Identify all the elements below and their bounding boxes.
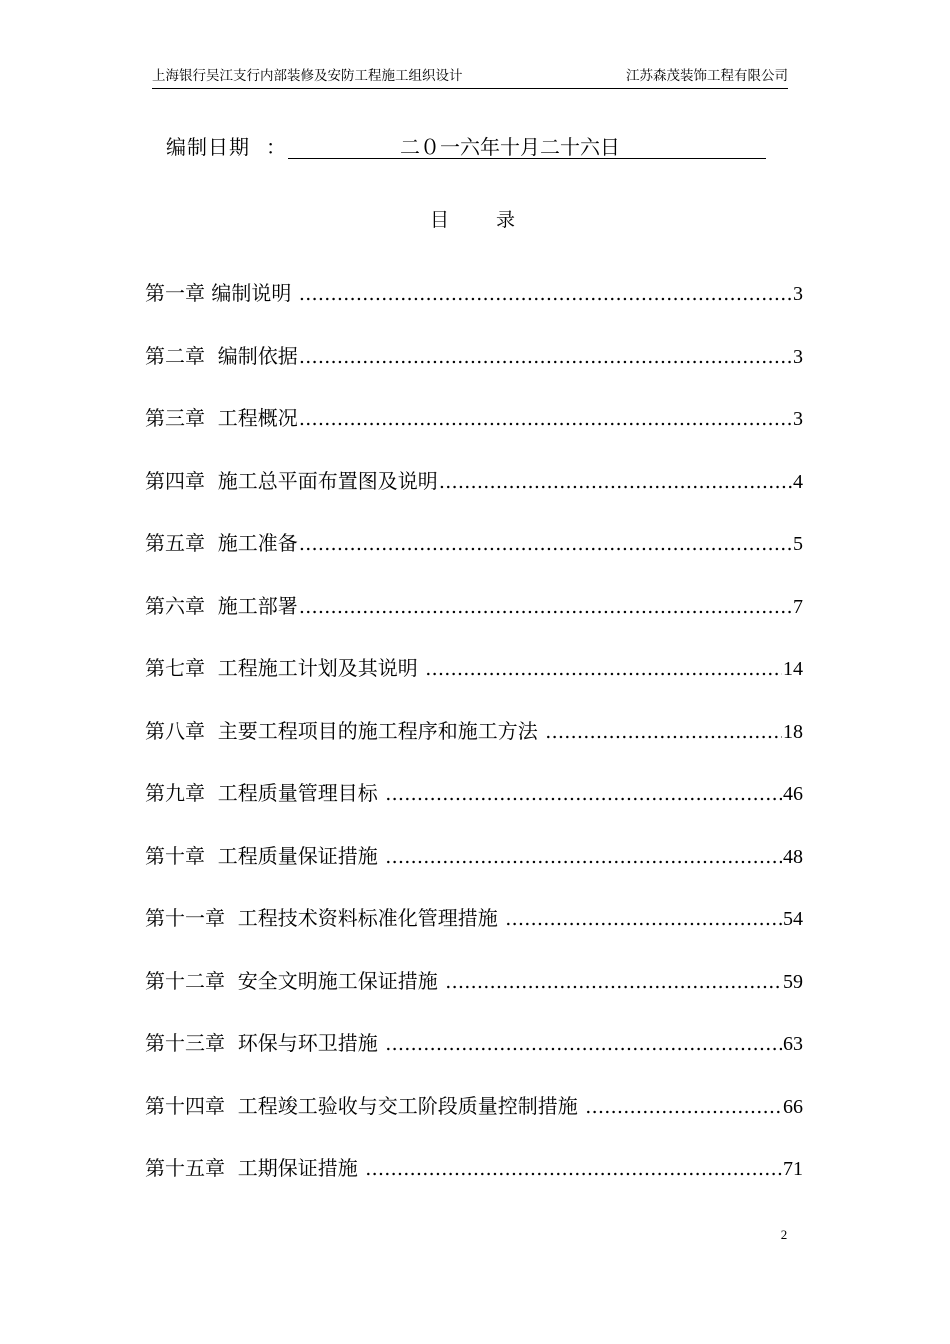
toc-gap [205, 841, 218, 871]
toc-page-number: 3 [793, 408, 803, 430]
compile-date-label: 编制日期 [166, 135, 250, 159]
toc-item[interactable] [145, 341, 805, 404]
toc-item[interactable] [145, 278, 805, 341]
toc-chapter-number: 第六章 [145, 593, 205, 618]
toc-title-char-1: 目 [430, 209, 450, 231]
toc-page-number: 59 [783, 970, 803, 993]
toc-chapter-number: 第十二章 [145, 968, 225, 993]
toc-chapter-number: 第十四章 [145, 1093, 225, 1118]
toc-gap [205, 716, 218, 746]
toc-leader-dots [299, 342, 792, 372]
header-company-name: 江苏森茂装饰工程有限公司 [626, 68, 788, 84]
toc-leader-dots [445, 967, 782, 997]
toc-chapter-name: 工期保证措施 [237, 1156, 365, 1180]
toc-page-number: 4 [793, 470, 803, 493]
toc-page-number: 71 [783, 1158, 803, 1180]
toc-chapter-name: 施工准备 [217, 531, 298, 555]
footer-page-number: 2 [780, 1227, 788, 1242]
toc-chapter-number: 第十一章 [145, 906, 225, 930]
compile-date-underline [288, 132, 766, 159]
toc-chapter-name: 编制依据 [217, 343, 298, 368]
toc-chapter-name: 安全文明施工保证措施 [237, 968, 445, 993]
toc-gap [205, 403, 218, 433]
toc-chapter-name: 工程技术资料标准化管理措施 [237, 906, 505, 930]
toc-gap [225, 1028, 238, 1058]
toc-item[interactable] [145, 841, 805, 904]
toc-gap [225, 966, 238, 996]
toc-gap [205, 466, 218, 496]
toc-leader-dots [299, 279, 792, 309]
toc-gap [205, 653, 218, 683]
toc-chapter-number: 第五章 [145, 531, 205, 555]
toc-item[interactable] [145, 716, 805, 779]
toc-chapter-number: 第十三章 [145, 1031, 225, 1055]
toc-chapter-name: 环保与环卫措施 [237, 1031, 385, 1055]
toc-chapter-number: 第四章 [145, 468, 205, 493]
toc-page-number: 66 [783, 1095, 803, 1118]
toc-item[interactable] [145, 528, 805, 591]
toc-page-number: 14 [783, 658, 803, 680]
toc-chapter-number: 第七章 [145, 656, 205, 680]
toc-page-number: 3 [793, 345, 803, 368]
toc-chapter-name: 施工部署 [217, 593, 298, 618]
toc-item[interactable] [145, 903, 805, 966]
toc-page-number: 5 [793, 533, 803, 555]
toc-chapter-name: 工程质量管理目标 [217, 781, 385, 805]
toc-chapter-number: 第二章 [145, 343, 205, 368]
toc-list [145, 278, 805, 1216]
toc-chapter-name: 工程施工计划及其说明 [217, 656, 425, 680]
toc-chapter-name: 工程竣工验收与交工阶段质量控制措施 [237, 1093, 585, 1118]
toc-gap [225, 1153, 238, 1183]
toc-leader-dots [385, 1029, 782, 1059]
toc-title-char-2: 录 [496, 209, 516, 231]
toc-chapter-number: 第三章 [145, 406, 205, 430]
toc-page-number: 46 [783, 783, 803, 805]
toc-leader-dots [299, 404, 792, 434]
toc-leader-dots [299, 592, 792, 622]
toc-item[interactable] [145, 653, 805, 716]
toc-leader-dots [585, 1092, 782, 1122]
header-document-title: 上海银行吴江支行内部装修及安防工程施工组织设计 [152, 68, 463, 84]
toc-gap [205, 591, 218, 621]
toc-page-number: 18 [783, 720, 803, 743]
toc-item[interactable] [145, 591, 805, 654]
toc-gap [225, 1091, 238, 1121]
toc-chapter-number: 第九章 [145, 781, 205, 805]
toc-page-number: 54 [783, 908, 803, 930]
toc-chapter-name: 施工总平面布置图及说明 [217, 468, 438, 493]
toc-item[interactable] [145, 778, 805, 841]
toc-chapter-name: 工程质量保证措施 [217, 843, 385, 868]
toc-chapter-number: 第八章 [145, 718, 205, 743]
toc-leader-dots [505, 904, 782, 934]
toc-chapter-number: 第一章 [145, 281, 205, 305]
toc-page-number: 3 [793, 283, 803, 305]
toc-page-number: 7 [793, 595, 803, 618]
toc-gap [205, 528, 218, 558]
toc-gap [205, 341, 218, 371]
toc-item[interactable] [145, 1028, 805, 1091]
toc-item[interactable] [145, 1153, 805, 1216]
toc-item[interactable] [145, 1091, 805, 1154]
toc-item[interactable] [145, 403, 805, 466]
toc-page-number: 63 [783, 1033, 803, 1055]
toc-leader-dots [299, 529, 792, 559]
toc-gap [225, 903, 238, 933]
toc-leader-dots [385, 779, 782, 809]
toc-title [430, 206, 530, 234]
toc-chapter-number: 第十章 [145, 843, 205, 868]
compile-date-colon: ： [266, 135, 286, 159]
toc-item[interactable] [145, 466, 805, 529]
toc-leader-dots [365, 1154, 782, 1184]
compile-date-value: 二０一六年十月二十六日 [400, 135, 620, 159]
toc-chapter-name: 工程概况 [217, 406, 298, 430]
toc-leader-dots [439, 467, 792, 497]
toc-chapter-name: 主要工程项目的施工程序和施工方法 [217, 718, 545, 743]
page-header [152, 66, 788, 89]
toc-leader-dots [385, 842, 782, 872]
toc-chapter-name: 编制说明 [211, 281, 298, 305]
toc-item[interactable] [145, 966, 805, 1029]
toc-leader-dots [545, 717, 782, 747]
toc-gap [205, 778, 218, 808]
toc-page-number: 48 [783, 845, 803, 868]
toc-chapter-number: 第十五章 [145, 1156, 225, 1180]
toc-leader-dots [425, 654, 782, 684]
